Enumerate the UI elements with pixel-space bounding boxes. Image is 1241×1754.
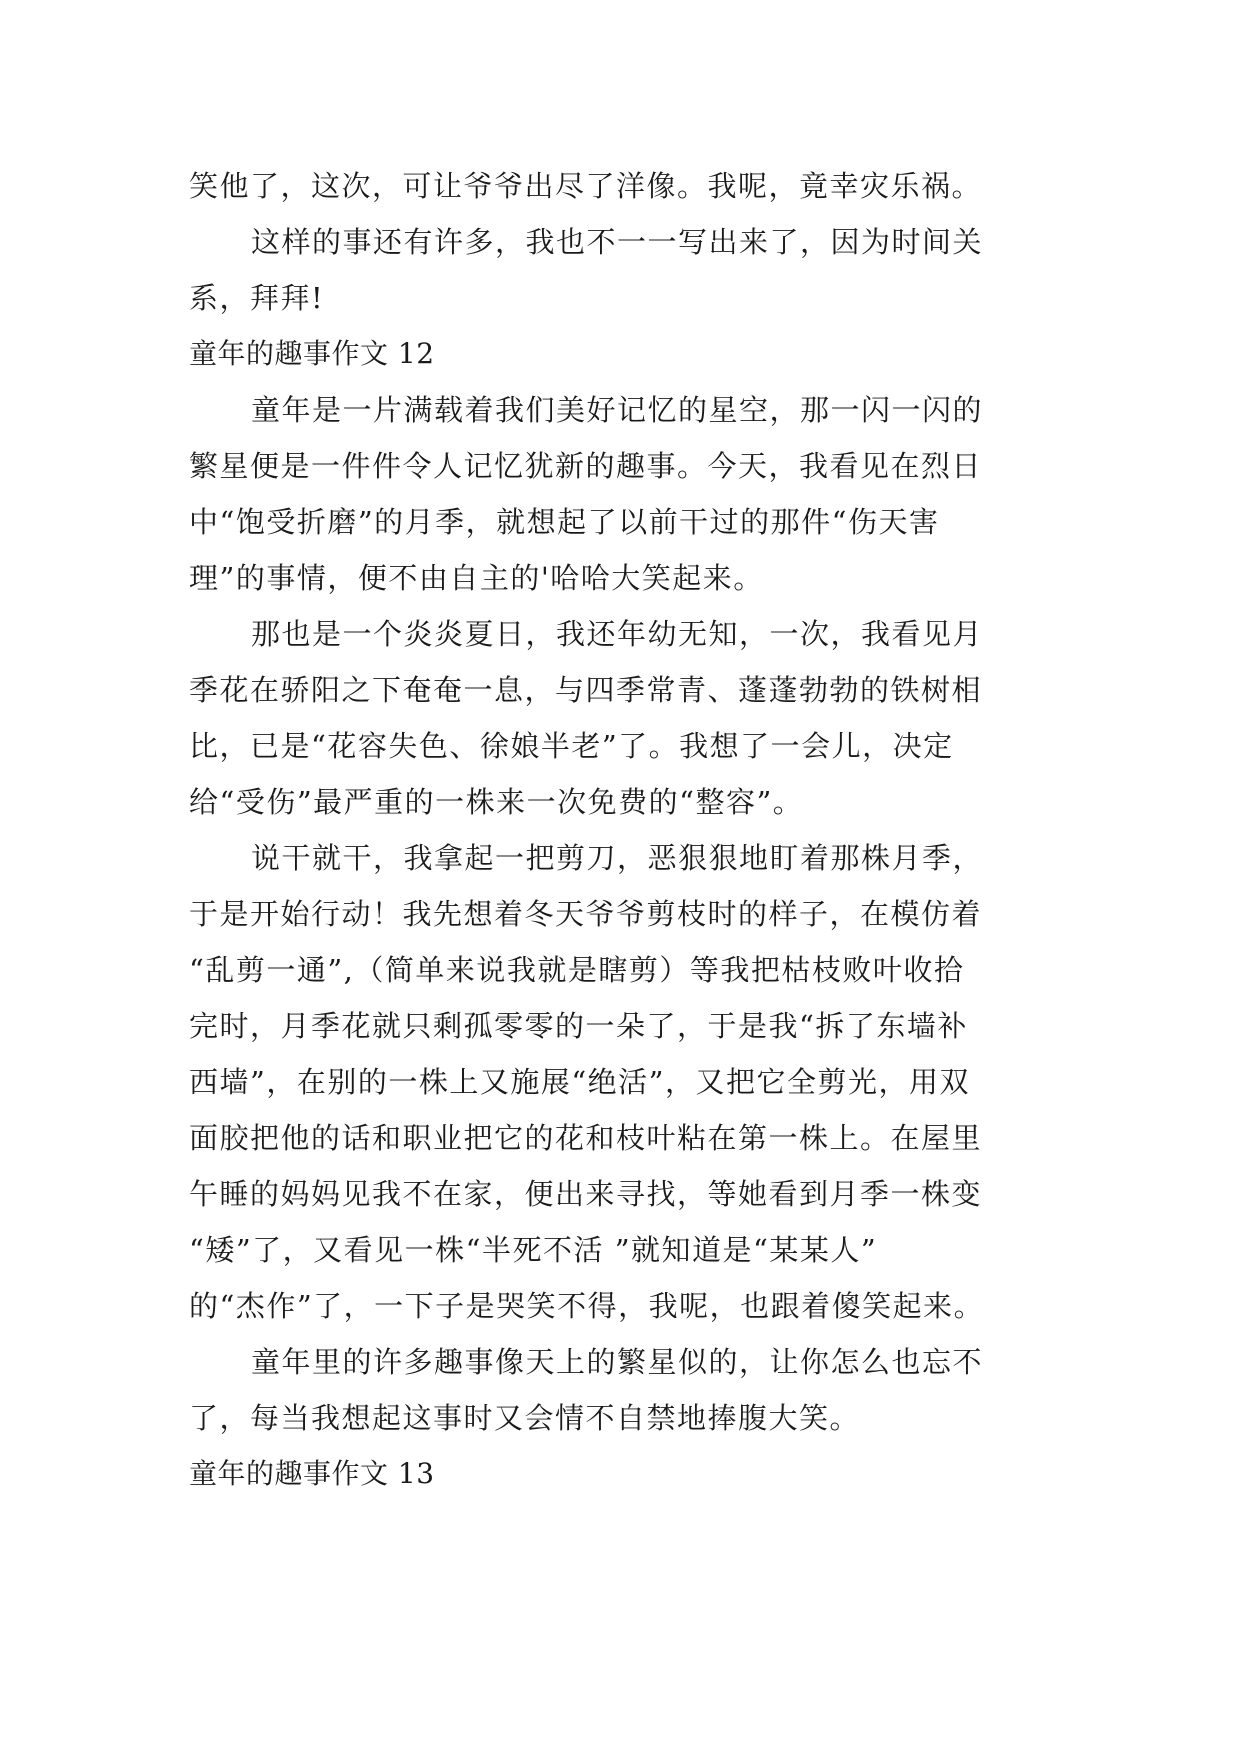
text-line: 说干就干，我拿起一把剪刀，恶狠狠地盯着那株月季，	[251, 841, 984, 875]
essay-heading: 童年的趣事作文 12	[189, 337, 435, 370]
text-line: 笑他了，这次，可让爷爷出尽了洋像。我呢，竟幸灾乐祸。	[189, 169, 983, 203]
text-line: 这样的事还有许多，我也不一一写出来了，因为时间关	[251, 225, 984, 259]
text-line: 完时，月季花就只剩孤零零的一朵了，于是我“拆了东墙补	[189, 1009, 968, 1043]
text-line: 给“受伤”最严重的一株来一次免费的“整容”。	[189, 785, 804, 819]
text-line: 比，已是“花容失色、徐娘半老”了。我想了一会儿，决定	[189, 729, 954, 763]
text-line: 理”的事情，便不由自主的'哈哈大笑起来。	[189, 561, 764, 595]
text-line: 那也是一个炎炎夏日，我还年幼无知，一次，我看见月	[251, 617, 984, 651]
text-line: 面胶把他的话和职业把它的花和枝叶粘在第一株上。在屋里	[189, 1121, 983, 1155]
text-line: “乱剪一通”,（简单来说我就是瞎剪）等我把枯枝败叶收拾	[189, 953, 965, 987]
text-line: 午睡的妈妈见我不在家，便出来寻找，等她看到月季一株变	[189, 1177, 983, 1211]
text-line: 了，每当我想起这事时又会情不自禁地捧腹大笑。	[189, 1401, 861, 1435]
text-line: 于是开始行动！我先想着冬天爷爷剪枝时的样子，在模仿着	[189, 897, 983, 931]
text-line: 繁星便是一件件令人记忆犹新的趣事。今天，我看见在烈日	[189, 449, 983, 483]
text-line: “矮”了，又看见一株“半死不活 ”就知道是“某某人”	[189, 1233, 878, 1267]
text-line: 西墙”，在别的一株上又施展“绝活”，又把它全剪光，用双	[189, 1065, 970, 1099]
document-body	[189, 158, 1069, 1502]
text-line: 童年里的许多趣事像天上的繁星似的，让你怎么也忘不	[251, 1345, 984, 1379]
essay-heading: 童年的趣事作文 13	[189, 1457, 435, 1490]
text-line: 系，拜拜!	[189, 281, 325, 315]
text-line: 童年是一片满载着我们美好记忆的星空，那一闪一闪的	[251, 393, 984, 427]
text-line: 季花在骄阳之下奄奄一息，与四季常青、蓬蓬勃勃的铁树相	[189, 673, 983, 707]
text-line: 的“杰作”了，一下子是哭笑不得，我呢，也跟着傻笑起来。	[189, 1289, 985, 1323]
text-line: 中“饱受折磨”的月季，就想起了以前干过的那件“伤天害	[189, 505, 940, 539]
